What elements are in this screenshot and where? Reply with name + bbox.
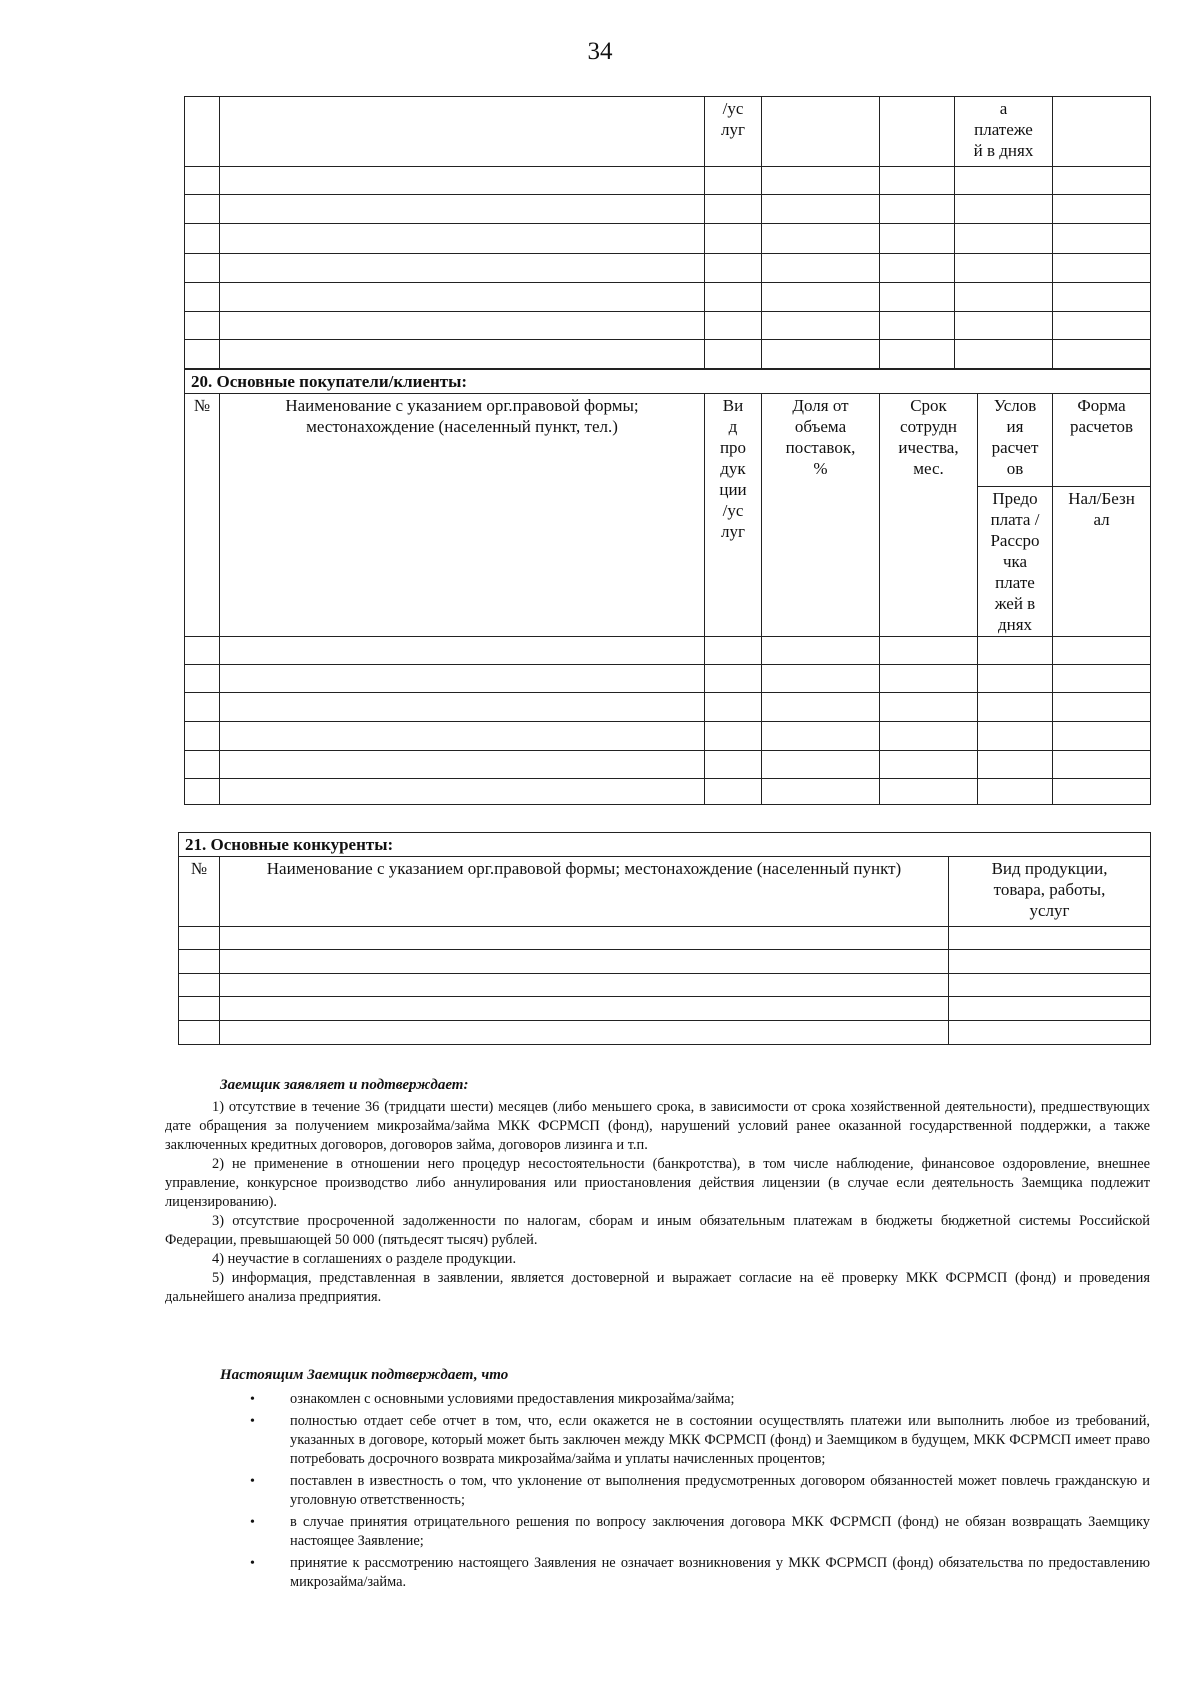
declaration-item: 4) неучастие в соглашениях о разделе продукции.	[212, 1251, 517, 1267]
column-header-number: №	[185, 394, 220, 637]
list-item: • полностью отдает себе отчет в том, что, если окажется не в состоянии осуществлять платежи или выполнить любое из требований, указанных в договоре, который может быть заключен между МКК ФСРМСП (фонд) и Заемщиком в будущем, МКК ФСРМСП имеет право потребовать досрочного возврата микрозайма/займа и уплаты начисленных процентов;	[250, 1413, 1150, 1467]
table-row	[185, 340, 1151, 369]
column-header-number: №	[179, 857, 220, 927]
confirmation-heading: Настоящим Заемщик подтверждает, что	[220, 1367, 509, 1383]
column-header-terms: а платеже й в днях	[955, 97, 1053, 167]
list-item: • в случае принятия отрицательного решения по вопросу заключения договора МКК ФСРМСП (фонд) не обязан возвращать Заемщику настоящее Заявление;	[250, 1514, 1150, 1549]
table-cell	[185, 97, 220, 167]
declaration-heading: Заемщик заявляет и подтверждает:	[220, 1077, 469, 1093]
table-row	[185, 167, 1151, 195]
table-row	[179, 927, 1151, 950]
bullet-icon: •	[250, 1474, 255, 1489]
table-row	[185, 283, 1151, 312]
table-row	[179, 974, 1151, 997]
bullet-icon: •	[250, 1515, 255, 1530]
column-subheader-form: Нал/Безн ал	[1053, 487, 1151, 637]
table-row	[185, 312, 1151, 340]
table-row	[185, 254, 1151, 283]
column-header-form: Форма расчетов	[1053, 394, 1151, 487]
table-row	[179, 1021, 1151, 1045]
confirmation-list	[250, 1390, 1150, 1595]
list-item: • принятие к рассмотрению настоящего Заявления не означает возникновения у МКК ФСРМСП (фонд) обязательства по предоставлению микрозайма/займа.	[250, 1555, 1150, 1590]
declaration-item: 3) отсутствие просроченной задолженности по налогам, сборам и иным обязательным платежам в бюджеты бюджетной системы Российской Федерации, превышающей 50 000 (пятьдесят тысяч) рублей.	[165, 1213, 1150, 1248]
column-header-product: Ви д про дук ции /ус луг	[705, 394, 762, 637]
table-row	[185, 693, 1151, 722]
table-cell	[1053, 97, 1151, 167]
declaration-item: 5) информация, представленная в заявлении, является достоверной и выражает согласие на её проверку МКК ФСРМСП (фонд) и проведения дальнейшего анализа предприятия.	[165, 1270, 1150, 1305]
section-20-title: 20. Основные покупатели/клиенты:	[185, 370, 1151, 394]
table-cell	[880, 97, 955, 167]
column-subheader-terms: Предо плата / Рассро чка плате жей в днях	[978, 487, 1053, 637]
table-row	[185, 779, 1151, 805]
column-header-product: Вид продукции, товара, работы, услуг	[949, 857, 1151, 927]
table-row	[185, 751, 1151, 779]
bullet-icon: •	[250, 1414, 255, 1429]
bullet-icon: •	[250, 1392, 255, 1407]
table-row	[179, 997, 1151, 1021]
table-row	[185, 722, 1151, 751]
declaration-item: 1) отсутствие в течение 36 (тридцати шести) месяцев (либо меньшего срока, в зависимости от срока хозяйственной деятельности), предшествующих дате обращения за получением микрозайма/займа МКК ФСРМСП (фонд), нарушений условий ранее оказанной государственной поддержки, а также заключенных кредитных договоров, договоров займа, договоров лизинга и т.п.	[165, 1099, 1150, 1153]
section-21-title: 21. Основные конкуренты:	[179, 833, 1151, 857]
buyers-table	[184, 369, 1151, 805]
column-header-terms: Услов ия расчет ов	[978, 394, 1053, 487]
table-row	[185, 637, 1151, 665]
list-item: • поставлен в известность о том, что уклонение от выполнения предусмотренных договором обязанностей может повлечь гражданскую и уголовную ответственность;	[250, 1473, 1150, 1508]
declaration-items	[165, 1098, 1150, 1307]
table-cell	[220, 97, 705, 167]
suppliers-table-continuation	[184, 96, 1151, 369]
column-header-product: /ус луг	[705, 97, 762, 167]
table-row	[179, 950, 1151, 974]
table-row	[185, 665, 1151, 693]
competitors-table	[178, 832, 1151, 1045]
table-cell	[762, 97, 880, 167]
table-row	[185, 224, 1151, 254]
bullet-icon: •	[250, 1556, 255, 1571]
table-row	[185, 195, 1151, 224]
list-item: • ознакомлен с основными условиями предоставления микрозайма/займа;	[250, 1391, 735, 1407]
column-header-name: Наименование с указанием орг.правовой формы; местонахождение (населенный пункт, тел.)	[220, 394, 705, 637]
column-header-period: Срок сотрудн ичества, мес.	[880, 394, 978, 637]
column-header-name: Наименование с указанием орг.правовой формы; местонахождение (населенный пункт)	[220, 857, 949, 927]
column-header-share: Доля от объема поставок, %	[762, 394, 880, 637]
page-number: 34	[587, 38, 613, 65]
declaration-item: 2) не применение в отношении него процедур несостоятельности (банкротства), в том числе наблюдение, финансовое оздоровление, внешнее управление, конкурсное производство либо аннулирования или приостановления действия лицензии (в случае если деятельность Заемщика подлежит лицензированию).	[165, 1156, 1150, 1210]
